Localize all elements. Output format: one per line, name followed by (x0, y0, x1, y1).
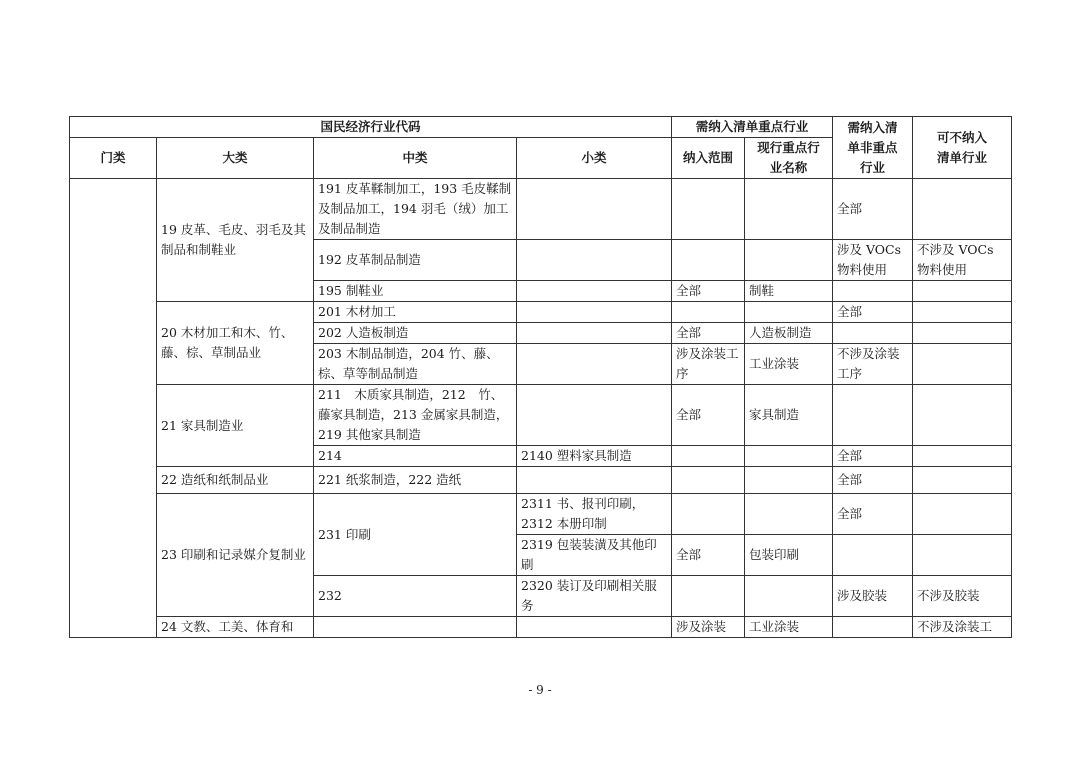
current-name-cell: 包装印刷 (745, 535, 833, 576)
menlei-cell (70, 179, 157, 638)
minor-category (517, 281, 672, 302)
nonkey-cell (833, 323, 913, 344)
scope-cell (672, 179, 745, 240)
mid-category: 202 人造板制造 (314, 323, 517, 344)
table-row (70, 385, 1012, 446)
minor-category: 2140 塑料家具制造 (517, 446, 672, 467)
minor-category (517, 240, 672, 281)
nonkey-cell (833, 617, 913, 638)
current-name-cell: 工业涂装 (745, 344, 833, 385)
current-name-cell: 制鞋 (745, 281, 833, 302)
header-row-1 (70, 117, 1012, 138)
major-category-19: 19 皮革、毛皮、羽毛及其制品和制鞋业 (157, 179, 314, 302)
header-industry-code: 国民经济行业代码 (70, 117, 672, 138)
minor-category (517, 179, 672, 240)
nonkey-cell: 全部 (833, 494, 913, 535)
scope-cell (672, 494, 745, 535)
excluded-cell (913, 281, 1012, 302)
minor-category: 2320 装订及印刷相关服务 (517, 576, 672, 617)
excluded-cell (913, 467, 1012, 494)
excluded-cell (913, 302, 1012, 323)
nonkey-cell: 全部 (833, 467, 913, 494)
header-scope: 纳入范围 (672, 138, 745, 179)
scope-cell: 全部 (672, 385, 745, 446)
scope-cell: 涉及涂装 (672, 617, 745, 638)
minor-category (517, 302, 672, 323)
header-key-industry: 需纳入清单重点行业 (672, 117, 833, 138)
excluded-cell: 不涉及涂装工 (913, 617, 1012, 638)
excluded-cell (913, 535, 1012, 576)
scope-cell: 全部 (672, 535, 745, 576)
page-number: - 9 - (528, 683, 552, 697)
scope-cell: 全部 (672, 281, 745, 302)
scope-cell: 全部 (672, 323, 745, 344)
scope-cell (672, 446, 745, 467)
header-menlei: 门类 (70, 138, 157, 179)
current-name-cell (745, 179, 833, 240)
minor-category (517, 323, 672, 344)
minor-category (517, 385, 672, 446)
mid-category (314, 617, 517, 638)
current-name-cell (745, 446, 833, 467)
excluded-cell: 不涉及 VOCs 物料使用 (913, 240, 1012, 281)
nonkey-cell (833, 281, 913, 302)
excluded-cell (913, 494, 1012, 535)
mid-category: 232 (314, 576, 517, 617)
scope-cell (672, 467, 745, 494)
current-name-cell (745, 494, 833, 535)
industry-table (69, 116, 1012, 638)
minor-category (517, 344, 672, 385)
nonkey-cell (833, 535, 913, 576)
mid-category: 211 木质家具制造，212 竹、藤家具制造，213 金属家具制造，219 其他家具制造 (314, 385, 517, 446)
nonkey-cell: 涉及胶装 (833, 576, 913, 617)
excluded-cell (913, 179, 1012, 240)
mid-category: 231 印刷 (314, 494, 517, 576)
current-name-cell: 工业涂装 (745, 617, 833, 638)
mid-category: 195 制鞋业 (314, 281, 517, 302)
minor-category: 2319 包装装潢及其他印刷 (517, 535, 672, 576)
table-row (70, 302, 1012, 323)
major-category-24: 24 文教、工美、体育和 (157, 617, 314, 638)
mid-category: 191 皮革鞣制加工，193 毛皮鞣制及制品加工，194 羽毛（绒）加工及制品制造 (314, 179, 517, 240)
table-row (70, 179, 1012, 240)
scope-cell: 涉及涂装工序 (672, 344, 745, 385)
table-row (70, 494, 1012, 535)
nonkey-cell: 全部 (833, 446, 913, 467)
current-name-cell (745, 576, 833, 617)
current-name-cell (745, 467, 833, 494)
current-name-cell (745, 302, 833, 323)
mid-category: 214 (314, 446, 517, 467)
header-excluded-industry: 可不纳入清单行业 (913, 117, 1012, 179)
major-category-23: 23 印刷和记录媒介复制业 (157, 494, 314, 617)
excluded-cell (913, 446, 1012, 467)
excluded-cell (913, 385, 1012, 446)
scope-cell (672, 240, 745, 281)
table-row (70, 617, 1012, 638)
excluded-cell: 不涉及胶装 (913, 576, 1012, 617)
header-current-name: 现行重点行业名称 (745, 138, 833, 179)
major-category-20: 20 木材加工和木、竹、藤、棕、草制品业 (157, 302, 314, 385)
scope-cell (672, 302, 745, 323)
minor-category (517, 467, 672, 494)
mid-category: 192 皮革制品制造 (314, 240, 517, 281)
mid-category: 201 木材加工 (314, 302, 517, 323)
nonkey-cell: 全部 (833, 302, 913, 323)
nonkey-cell: 涉及 VOCs 物料使用 (833, 240, 913, 281)
table-row (70, 467, 1012, 494)
excluded-cell (913, 344, 1012, 385)
nonkey-cell: 全部 (833, 179, 913, 240)
major-category-22: 22 造纸和纸制品业 (157, 467, 314, 494)
mid-category: 203 木制品制造，204 竹、藤、棕、草等制品制造 (314, 344, 517, 385)
minor-category: 2311 书、报刊印刷，2312 本册印制 (517, 494, 672, 535)
header-zhonglei: 中类 (314, 138, 517, 179)
nonkey-cell: 不涉及涂装工序 (833, 344, 913, 385)
scope-cell (672, 576, 745, 617)
major-category-21: 21 家具制造业 (157, 385, 314, 467)
current-name-cell: 人造板制造 (745, 323, 833, 344)
mid-category: 221 纸浆制造，222 造纸 (314, 467, 517, 494)
header-nonkey-industry: 需纳入清单非重点行业 (833, 117, 913, 179)
current-name-cell (745, 240, 833, 281)
current-name-cell: 家具制造 (745, 385, 833, 446)
header-dalei: 大类 (157, 138, 314, 179)
excluded-cell (913, 323, 1012, 344)
header-xiaolei: 小类 (517, 138, 672, 179)
minor-category (517, 617, 672, 638)
nonkey-cell (833, 385, 913, 446)
